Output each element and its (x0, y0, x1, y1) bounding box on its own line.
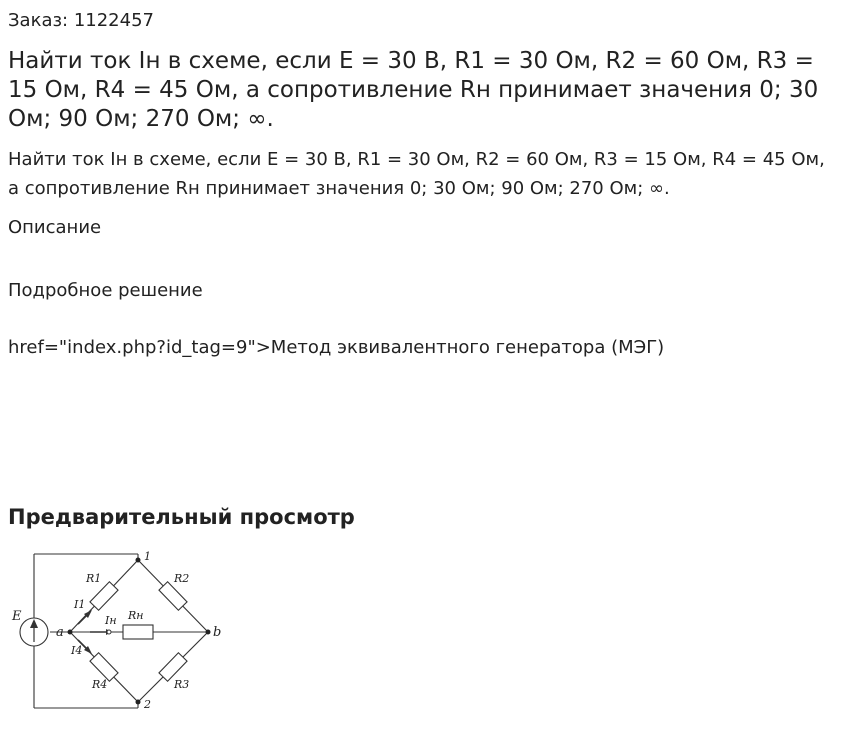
label-r1: R1 (86, 572, 102, 585)
method-link-text[interactable]: href="index.php?id_tag=9">Метод эквивалентного генератора (МЭГ) (8, 337, 665, 358)
resistor-r4 (90, 653, 118, 681)
source-arrow-icon (30, 619, 38, 628)
label-node-1: 1 (144, 550, 151, 563)
label-r4: R4 (92, 678, 108, 691)
resistor-r3 (159, 653, 187, 681)
problem-text: Найти ток Iн в схеме, если E = 30 В, R1 = 30 Ом, R2 = 60 Ом, R3 = 15 Ом, R4 = 45 Ом, а сопротивление Rн принимает значения 0; 30 Ом; 90 Ом; 270 Ом; ∞. (8, 149, 825, 199)
circuit-diagram (8, 548, 228, 713)
label-source-e: E (12, 609, 22, 624)
label-r3: R3 (174, 678, 190, 691)
label-node-b: b (213, 625, 222, 640)
resistor-rn (123, 625, 153, 639)
label-node-a: a (56, 625, 64, 640)
label-i1: I1 (74, 598, 86, 611)
node-b-dot (206, 630, 211, 635)
order-number: Заказ: 1122457 (8, 10, 154, 31)
preview-heading: Предварительный просмотр (8, 505, 355, 529)
node-a-dot (68, 630, 73, 635)
solution-label: Подробное решение (8, 280, 203, 301)
page-title: Найти ток Iн в схеме, если E = 30 В, R1 = 30 Ом, R2 = 60 Ом, R3 = 15 Ом, R4 = 45 Ом, а сопротивление Rн принимает значения 0; 30 Ом; 90 Ом; 270 Ом; ∞. (8, 48, 819, 132)
label-rn: Rн (128, 609, 144, 622)
label-i4: I4 (71, 644, 83, 657)
resistor-r2 (159, 582, 187, 610)
label-in: Iн (105, 614, 117, 627)
resistor-r1 (90, 582, 118, 610)
node-2-dot (136, 700, 141, 705)
description-label: Описание (8, 217, 102, 238)
node-1-dot (136, 558, 141, 563)
label-r2: R2 (174, 572, 190, 585)
label-node-2: 2 (144, 698, 151, 711)
